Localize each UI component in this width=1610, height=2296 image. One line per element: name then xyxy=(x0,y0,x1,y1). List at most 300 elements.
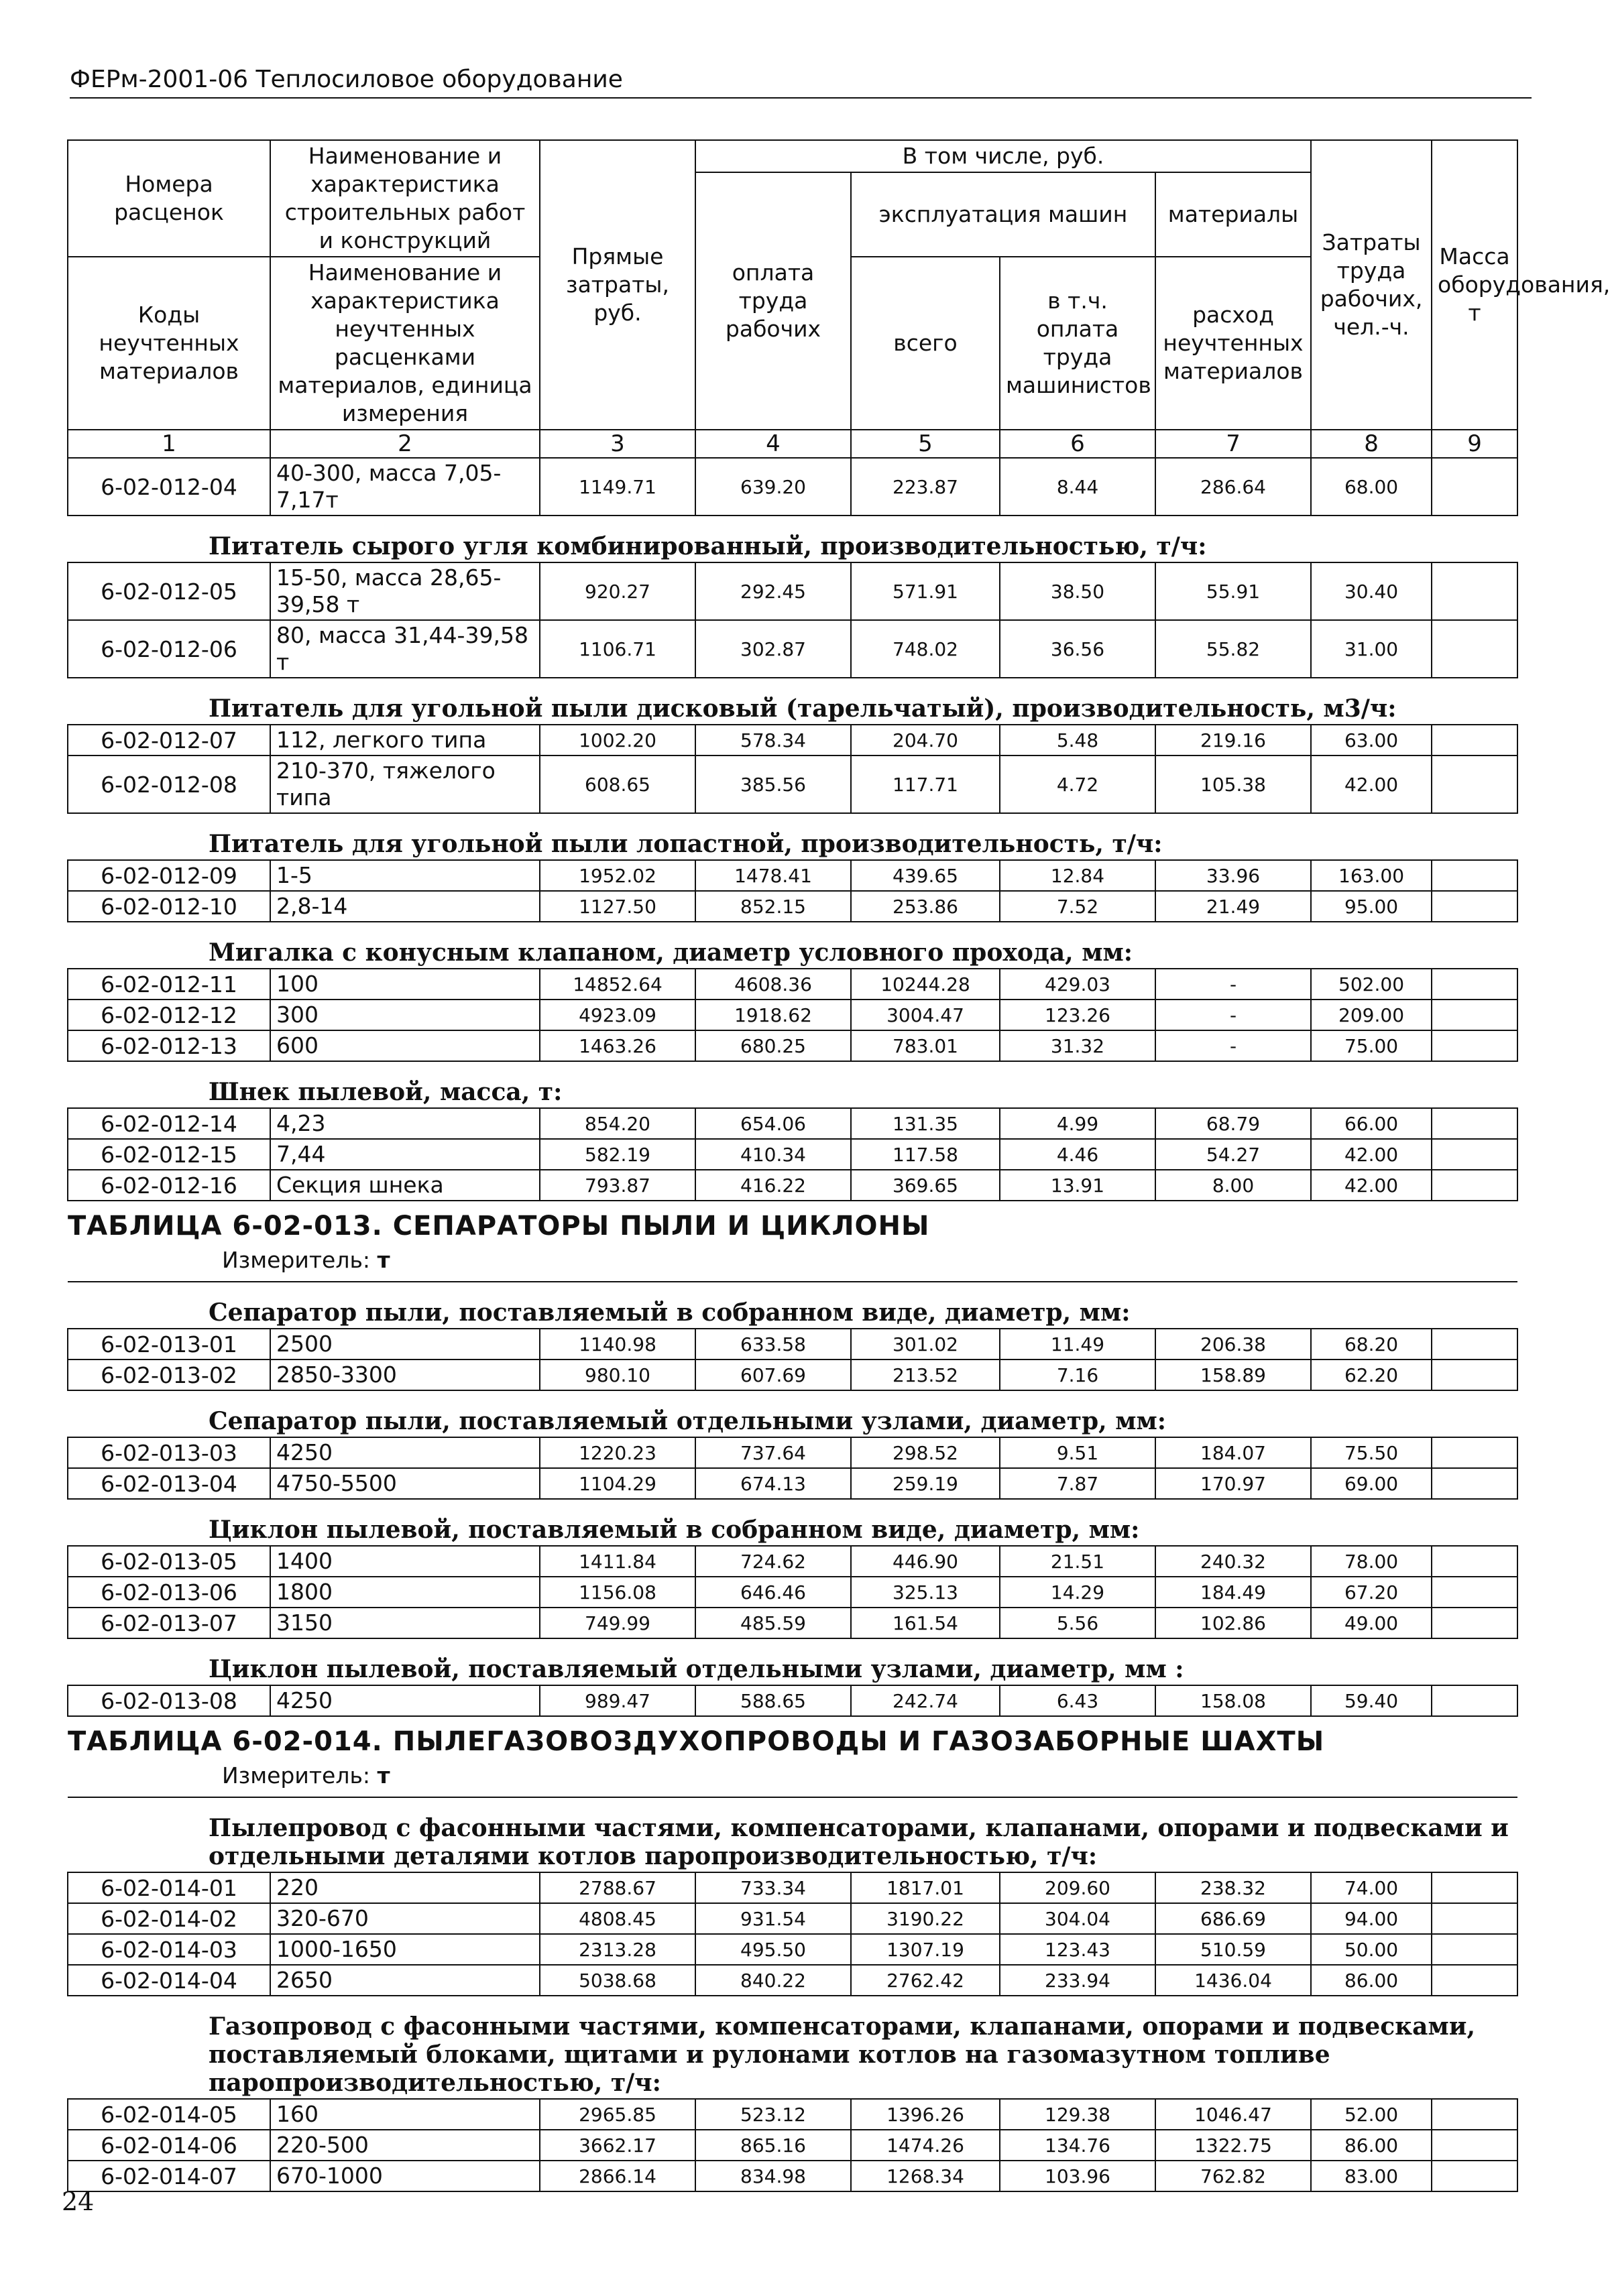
table-row xyxy=(68,1608,1517,1638)
equipment-mass-cell xyxy=(1432,756,1517,813)
machinists-pay-cell: 9.51 xyxy=(1000,1437,1155,1468)
work-name-cell: 1000-1650 xyxy=(270,1934,540,1965)
header-materials-unaccounted: расход неучтенных материалов xyxy=(1155,257,1311,430)
machinists-pay-cell: 129.38 xyxy=(1000,2099,1155,2130)
table-row xyxy=(68,725,1517,756)
materials-cell: 33.96 xyxy=(1155,860,1311,891)
direct-costs-cell: 5038.68 xyxy=(540,1965,695,1996)
machinists-pay-cell: 209.60 xyxy=(1000,1872,1155,1903)
column-number: 5 xyxy=(851,430,1000,458)
rate-code-cell: 6-02-013-02 xyxy=(68,1360,270,1390)
measure-cell xyxy=(68,1760,1517,1797)
table-row xyxy=(68,2099,1517,2130)
labor-pay-cell: 633.58 xyxy=(695,1329,851,1360)
header-including: В том числе, руб. xyxy=(695,140,1311,172)
work-name-cell: 4250 xyxy=(270,1437,540,1468)
direct-costs-cell: 3662.17 xyxy=(540,2130,695,2161)
work-name-cell: 40-300, масса 7,05-7,17т xyxy=(270,458,540,516)
group-heading-row xyxy=(68,1996,1517,2099)
group-heading-row xyxy=(68,678,1517,725)
labor-pay-cell: 852.15 xyxy=(695,891,851,922)
materials-cell: 184.49 xyxy=(1155,1577,1311,1608)
group-heading: Шнек пылевой, масса, т: xyxy=(68,1061,1517,1108)
labor-cost-cell: 59.40 xyxy=(1311,1685,1432,1716)
machines-total-cell: 571.91 xyxy=(851,562,1000,620)
machinists-pay-cell: 7.87 xyxy=(1000,1468,1155,1499)
materials-cell: 1436.04 xyxy=(1155,1965,1311,1996)
machines-total-cell: 325.13 xyxy=(851,1577,1000,1608)
direct-costs-cell: 608.65 xyxy=(540,756,695,813)
machinists-pay-cell: 5.56 xyxy=(1000,1608,1155,1638)
equipment-mass-cell xyxy=(1432,458,1517,516)
materials-cell: 21.49 xyxy=(1155,891,1311,922)
rate-code-cell: 6-02-012-08 xyxy=(68,756,270,813)
equipment-mass-cell xyxy=(1432,1468,1517,1499)
machinists-pay-cell: 123.26 xyxy=(1000,1000,1155,1030)
table-row xyxy=(68,1000,1517,1030)
machines-total-cell: 3004.47 xyxy=(851,1000,1000,1030)
work-name-cell: 112, легкого типа xyxy=(270,725,540,756)
labor-pay-cell: 385.56 xyxy=(695,756,851,813)
equipment-mass-cell xyxy=(1432,969,1517,1000)
materials-cell: 8.00 xyxy=(1155,1170,1311,1201)
direct-costs-cell: 980.10 xyxy=(540,1360,695,1390)
rate-code-cell: 6-02-013-01 xyxy=(68,1329,270,1360)
materials-cell: 219.16 xyxy=(1155,725,1311,756)
header-machines: эксплуатация машин xyxy=(851,172,1155,257)
direct-costs-cell: 1127.50 xyxy=(540,891,695,922)
measure-cell xyxy=(68,1244,1517,1282)
work-name-cell: 320-670 xyxy=(270,1903,540,1934)
labor-pay-cell: 416.22 xyxy=(695,1170,851,1201)
rate-code-cell: 6-02-012-15 xyxy=(68,1139,270,1170)
header-direct-costs: Прямые затраты, руб. xyxy=(540,140,695,430)
direct-costs-cell: 14852.64 xyxy=(540,969,695,1000)
group-heading: Питатель для угольной пыли лопастной, производительность, т/ч: xyxy=(68,813,1517,860)
equipment-mass-cell xyxy=(1432,620,1517,678)
table-row xyxy=(68,562,1517,620)
equipment-mass-cell xyxy=(1432,1965,1517,1996)
labor-pay-cell: 607.69 xyxy=(695,1360,851,1390)
labor-cost-cell: 31.00 xyxy=(1311,620,1432,678)
materials-cell: 158.89 xyxy=(1155,1360,1311,1390)
equipment-mass-cell xyxy=(1432,1108,1517,1139)
machinists-pay-cell: 7.16 xyxy=(1000,1360,1155,1390)
machinists-pay-cell: 11.49 xyxy=(1000,1329,1155,1360)
table-row xyxy=(68,2161,1517,2191)
table-row xyxy=(68,1965,1517,1996)
labor-pay-cell: 834.98 xyxy=(695,2161,851,2191)
machinists-pay-cell: 6.43 xyxy=(1000,1685,1155,1716)
header-code-bottom: Коды неучтенных материалов xyxy=(68,257,270,430)
table-title: ТАБЛИЦА 6-02-014. ПЫЛЕГАЗОВОЗДУХОПРОВОДЫ И ГАЗОЗАБОРНЫЕ ШАХТЫ xyxy=(68,1716,1517,1760)
rate-code-cell: 6-02-013-05 xyxy=(68,1546,270,1577)
rate-code-cell: 6-02-013-04 xyxy=(68,1468,270,1499)
group-heading: Питатель для угольной пыли дисковый (тарельчатый), производительность, м3/ч: xyxy=(68,678,1517,725)
table-row xyxy=(68,1872,1517,1903)
equipment-mass-cell xyxy=(1432,1437,1517,1468)
materials-cell: 686.69 xyxy=(1155,1903,1311,1934)
equipment-mass-cell xyxy=(1432,2099,1517,2130)
machines-total-cell: 223.87 xyxy=(851,458,1000,516)
direct-costs-cell: 582.19 xyxy=(540,1139,695,1170)
materials-cell: 1322.75 xyxy=(1155,2130,1311,2161)
header-code-top: Номера расценок xyxy=(68,140,270,257)
work-name-cell: 2850-3300 xyxy=(270,1360,540,1390)
machines-total-cell: 117.71 xyxy=(851,756,1000,813)
machinists-pay-cell: 21.51 xyxy=(1000,1546,1155,1577)
materials-cell: 54.27 xyxy=(1155,1139,1311,1170)
direct-costs-cell: 793.87 xyxy=(540,1170,695,1201)
group-heading: Питатель сырого угля комбинированный, производительностью, т/ч: xyxy=(68,516,1517,562)
table-row xyxy=(68,1437,1517,1468)
work-name-cell: 80, масса 31,44-39,58 т xyxy=(270,620,540,678)
equipment-mass-cell xyxy=(1432,1934,1517,1965)
work-name-cell: 4750-5500 xyxy=(270,1468,540,1499)
labor-cost-cell: 52.00 xyxy=(1311,2099,1432,2130)
materials-cell: 238.32 xyxy=(1155,1872,1311,1903)
direct-costs-cell: 854.20 xyxy=(540,1108,695,1139)
machinists-pay-cell: 8.44 xyxy=(1000,458,1155,516)
machinists-pay-cell: 4.46 xyxy=(1000,1139,1155,1170)
labor-cost-cell: 62.20 xyxy=(1311,1360,1432,1390)
machines-total-cell: 369.65 xyxy=(851,1170,1000,1201)
materials-cell: 184.07 xyxy=(1155,1437,1311,1468)
column-number: 1 xyxy=(68,430,270,458)
materials-cell: 68.79 xyxy=(1155,1108,1311,1139)
column-number-row xyxy=(68,430,1517,458)
table-row xyxy=(68,1360,1517,1390)
rate-code-cell: 6-02-012-09 xyxy=(68,860,270,891)
machines-total-cell: 253.86 xyxy=(851,891,1000,922)
table-row xyxy=(68,1903,1517,1934)
rate-code-cell: 6-02-012-12 xyxy=(68,1000,270,1030)
direct-costs-cell: 1140.98 xyxy=(540,1329,695,1360)
labor-cost-cell: 78.00 xyxy=(1311,1546,1432,1577)
rate-code-cell: 6-02-012-14 xyxy=(68,1108,270,1139)
work-name-cell: 600 xyxy=(270,1030,540,1061)
materials-cell: 55.82 xyxy=(1155,620,1311,678)
rate-code-cell: 6-02-012-05 xyxy=(68,562,270,620)
rate-code-cell: 6-02-014-06 xyxy=(68,2130,270,2161)
work-name-cell: 1800 xyxy=(270,1577,540,1608)
labor-cost-cell: 94.00 xyxy=(1311,1903,1432,1934)
work-name-cell: 2650 xyxy=(270,1965,540,1996)
measure-row xyxy=(68,1760,1517,1797)
equipment-mass-cell xyxy=(1432,891,1517,922)
group-heading: Сепаратор пыли, поставляемый отдельными узлами, диаметр, мм: xyxy=(68,1390,1517,1437)
labor-cost-cell: 75.50 xyxy=(1311,1437,1432,1468)
equipment-mass-cell xyxy=(1432,1329,1517,1360)
direct-costs-cell: 1411.84 xyxy=(540,1546,695,1577)
labor-cost-cell: 163.00 xyxy=(1311,860,1432,891)
header-equipment-mass: Масса оборудования, т xyxy=(1432,140,1517,430)
direct-costs-cell: 4923.09 xyxy=(540,1000,695,1030)
labor-cost-cell: 66.00 xyxy=(1311,1108,1432,1139)
labor-pay-cell: 646.46 xyxy=(695,1577,851,1608)
machines-total-cell: 439.65 xyxy=(851,860,1000,891)
labor-pay-cell: 588.65 xyxy=(695,1685,851,1716)
rate-code-cell: 6-02-013-03 xyxy=(68,1437,270,1468)
measure-unit: т xyxy=(377,1762,390,1789)
work-name-cell: 160 xyxy=(270,2099,540,2130)
table-row xyxy=(68,1030,1517,1061)
labor-pay-cell: 485.59 xyxy=(695,1608,851,1638)
machinists-pay-cell: 4.72 xyxy=(1000,756,1155,813)
equipment-mass-cell xyxy=(1432,1360,1517,1390)
group-heading-row xyxy=(68,1061,1517,1108)
machines-total-cell: 3190.22 xyxy=(851,1903,1000,1934)
machines-total-cell: 2762.42 xyxy=(851,1965,1000,1996)
machinists-pay-cell: 38.50 xyxy=(1000,562,1155,620)
machinists-pay-cell: 134.76 xyxy=(1000,2130,1155,2161)
machines-total-cell: 161.54 xyxy=(851,1608,1000,1638)
measure-label: Измеритель: xyxy=(222,1247,378,1273)
labor-cost-cell: 74.00 xyxy=(1311,1872,1432,1903)
machines-total-cell: 1474.26 xyxy=(851,2130,1000,2161)
machinists-pay-cell: 36.56 xyxy=(1000,620,1155,678)
rate-code-cell: 6-02-014-04 xyxy=(68,1965,270,1996)
group-heading: Циклон пылевой, поставляемый отдельными узлами, диаметр, мм : xyxy=(68,1638,1517,1685)
header-labor-cost: Затраты труда рабочих, чел.-ч. xyxy=(1311,140,1432,430)
labor-pay-cell: 680.25 xyxy=(695,1030,851,1061)
direct-costs-cell: 2866.14 xyxy=(540,2161,695,2191)
rate-code-cell: 6-02-013-06 xyxy=(68,1577,270,1608)
machines-total-cell: 259.19 xyxy=(851,1468,1000,1499)
header-labor-pay: оплата труда рабочих xyxy=(695,172,851,430)
work-name-cell: 1400 xyxy=(270,1546,540,1577)
materials-cell: - xyxy=(1155,1000,1311,1030)
equipment-mass-cell xyxy=(1432,2130,1517,2161)
materials-cell: 170.97 xyxy=(1155,1468,1311,1499)
machinists-pay-cell: 7.52 xyxy=(1000,891,1155,922)
machines-total-cell: 204.70 xyxy=(851,725,1000,756)
measure-unit: т xyxy=(377,1247,390,1273)
labor-cost-cell: 209.00 xyxy=(1311,1000,1432,1030)
table-title: ТАБЛИЦА 6-02-013. СЕПАРАТОРЫ ПЫЛИ И ЦИКЛОНЫ xyxy=(68,1201,1517,1244)
labor-pay-cell: 733.34 xyxy=(695,1872,851,1903)
price-table xyxy=(67,139,1610,2192)
column-number: 6 xyxy=(1000,430,1155,458)
equipment-mass-cell xyxy=(1432,1577,1517,1608)
table-body xyxy=(68,458,1517,2191)
labor-cost-cell: 502.00 xyxy=(1311,969,1432,1000)
table-row xyxy=(68,620,1517,678)
group-heading: Пылепровод с фасонными частями, компенсаторами, клапанами, опорами и подвесками и отдельными деталями котлов паропроизводительностью, т/ч: xyxy=(68,1797,1517,1872)
rate-code-cell: 6-02-014-03 xyxy=(68,1934,270,1965)
group-heading: Мигалка с конусным клапаном, диаметр условного прохода, мм: xyxy=(68,922,1517,969)
direct-costs-cell: 920.27 xyxy=(540,562,695,620)
work-name-cell: 2500 xyxy=(270,1329,540,1360)
labor-cost-cell: 95.00 xyxy=(1311,891,1432,922)
machines-total-cell: 117.58 xyxy=(851,1139,1000,1170)
table-row xyxy=(68,756,1517,813)
table-row xyxy=(68,969,1517,1000)
equipment-mass-cell xyxy=(1432,1030,1517,1061)
labor-pay-cell: 578.34 xyxy=(695,725,851,756)
table-header xyxy=(68,140,1610,458)
labor-pay-cell: 523.12 xyxy=(695,2099,851,2130)
labor-cost-cell: 68.00 xyxy=(1311,458,1432,516)
column-number: 7 xyxy=(1155,430,1311,458)
direct-costs-cell: 1220.23 xyxy=(540,1437,695,1468)
labor-cost-cell: 42.00 xyxy=(1311,756,1432,813)
page-header: ФЕРм-2001-06 Теплосиловое оборудование xyxy=(70,66,1532,99)
group-heading-row xyxy=(68,813,1517,860)
rate-code-cell: 6-02-012-11 xyxy=(68,969,270,1000)
work-name-cell: 7,44 xyxy=(270,1139,540,1170)
materials-cell: 105.38 xyxy=(1155,756,1311,813)
labor-cost-cell: 30.40 xyxy=(1311,562,1432,620)
labor-pay-cell: 724.62 xyxy=(695,1546,851,1577)
labor-cost-cell: 42.00 xyxy=(1311,1139,1432,1170)
labor-pay-cell: 931.54 xyxy=(695,1903,851,1934)
direct-costs-cell: 1149.71 xyxy=(540,458,695,516)
group-heading-row xyxy=(68,1499,1517,1546)
machinists-pay-cell: 4.99 xyxy=(1000,1108,1155,1139)
direct-costs-cell: 989.47 xyxy=(540,1685,695,1716)
labor-pay-cell: 1478.41 xyxy=(695,860,851,891)
work-name-cell: 220 xyxy=(270,1872,540,1903)
machinists-pay-cell: 13.91 xyxy=(1000,1170,1155,1201)
equipment-mass-cell xyxy=(1432,562,1517,620)
direct-costs-cell: 2313.28 xyxy=(540,1934,695,1965)
labor-pay-cell: 1918.62 xyxy=(695,1000,851,1030)
labor-pay-cell: 495.50 xyxy=(695,1934,851,1965)
machinists-pay-cell: 123.43 xyxy=(1000,1934,1155,1965)
rate-code-cell: 6-02-013-08 xyxy=(68,1685,270,1716)
machinists-pay-cell: 103.96 xyxy=(1000,2161,1155,2191)
labor-pay-cell: 737.64 xyxy=(695,1437,851,1468)
equipment-mass-cell xyxy=(1432,1546,1517,1577)
group-heading-row xyxy=(68,516,1517,562)
group-heading: Циклон пылевой, поставляемый в собранном виде, диаметр, мм: xyxy=(68,1499,1517,1546)
column-number: 2 xyxy=(270,430,540,458)
work-name-cell: 4250 xyxy=(270,1685,540,1716)
labor-pay-cell: 654.06 xyxy=(695,1108,851,1139)
header-name-bottom: Наименование и характеристика неучтенных расценками материалов, единица измерения xyxy=(270,257,540,430)
machines-total-cell: 446.90 xyxy=(851,1546,1000,1577)
direct-costs-cell: 1156.08 xyxy=(540,1577,695,1608)
column-number: 4 xyxy=(695,430,851,458)
group-heading-row xyxy=(68,1797,1517,1872)
equipment-mass-cell xyxy=(1432,2161,1517,2191)
machinists-pay-cell: 429.03 xyxy=(1000,969,1155,1000)
labor-cost-cell: 67.20 xyxy=(1311,1577,1432,1608)
labor-pay-cell: 302.87 xyxy=(695,620,851,678)
table-row xyxy=(68,1329,1517,1360)
group-heading: Газопровод с фасонными частями, компенсаторами, клапанами, опорами и подвесками, поставляемый блоками, щитами и рулонами котлов на газомазутном топливе паропроизводительностью, т/ч: xyxy=(68,1996,1517,2099)
machinists-pay-cell: 5.48 xyxy=(1000,725,1155,756)
header-machinists-pay: в т.ч. оплата труда машинистов xyxy=(1000,257,1155,430)
rate-code-cell: 6-02-012-04 xyxy=(68,458,270,516)
table-row xyxy=(68,1934,1517,1965)
machines-total-cell: 10244.28 xyxy=(851,969,1000,1000)
machinists-pay-cell: 304.04 xyxy=(1000,1903,1155,1934)
labor-pay-cell: 639.20 xyxy=(695,458,851,516)
group-heading: Сепаратор пыли, поставляемый в собранном виде, диаметр, мм: xyxy=(68,1282,1517,1329)
materials-cell: 510.59 xyxy=(1155,1934,1311,1965)
labor-pay-cell: 840.22 xyxy=(695,1965,851,1996)
equipment-mass-cell xyxy=(1432,1608,1517,1638)
labor-cost-cell: 49.00 xyxy=(1311,1608,1432,1638)
labor-pay-cell: 410.34 xyxy=(695,1139,851,1170)
page-number: 24 xyxy=(62,2187,95,2216)
equipment-mass-cell xyxy=(1432,1903,1517,1934)
labor-cost-cell: 42.00 xyxy=(1311,1170,1432,1201)
rate-code-cell: 6-02-013-07 xyxy=(68,1608,270,1638)
machines-total-cell: 1307.19 xyxy=(851,1934,1000,1965)
materials-cell: 240.32 xyxy=(1155,1546,1311,1577)
table-title-row xyxy=(68,1201,1517,1244)
work-name-cell: 3150 xyxy=(270,1608,540,1638)
work-name-cell: 100 xyxy=(270,969,540,1000)
machines-total-cell: 1396.26 xyxy=(851,2099,1000,2130)
labor-pay-cell: 292.45 xyxy=(695,562,851,620)
machinists-pay-cell: 14.29 xyxy=(1000,1577,1155,1608)
measure-label: Измеритель: xyxy=(222,1762,378,1789)
rate-code-cell: 6-02-012-06 xyxy=(68,620,270,678)
equipment-mass-cell xyxy=(1432,1685,1517,1716)
work-name-cell: Секция шнека xyxy=(270,1170,540,1201)
work-name-cell: 670-1000 xyxy=(270,2161,540,2191)
header-materials: материалы xyxy=(1155,172,1311,257)
labor-cost-cell: 86.00 xyxy=(1311,1965,1432,1996)
equipment-mass-cell xyxy=(1432,1170,1517,1201)
table-row xyxy=(68,1170,1517,1201)
rate-code-cell: 6-02-012-10 xyxy=(68,891,270,922)
machines-total-cell: 298.52 xyxy=(851,1437,1000,1468)
labor-cost-cell: 63.00 xyxy=(1311,725,1432,756)
work-name-cell: 1-5 xyxy=(270,860,540,891)
table-row xyxy=(68,1546,1517,1577)
labor-cost-cell: 83.00 xyxy=(1311,2161,1432,2191)
materials-cell: 762.82 xyxy=(1155,2161,1311,2191)
table-row xyxy=(68,458,1517,516)
equipment-mass-cell xyxy=(1432,1139,1517,1170)
rate-code-cell: 6-02-014-05 xyxy=(68,2099,270,2130)
table-row xyxy=(68,1685,1517,1716)
direct-costs-cell: 1106.71 xyxy=(540,620,695,678)
materials-cell: - xyxy=(1155,969,1311,1000)
machinists-pay-cell: 233.94 xyxy=(1000,1965,1155,1996)
rate-code-cell: 6-02-014-07 xyxy=(68,2161,270,2191)
direct-costs-cell: 1952.02 xyxy=(540,860,695,891)
materials-cell: 286.64 xyxy=(1155,458,1311,516)
materials-cell: 206.38 xyxy=(1155,1329,1311,1360)
header-name-top: Наименование и характеристика строительных работ и конструкций xyxy=(270,140,540,257)
table-row xyxy=(68,1139,1517,1170)
equipment-mass-cell xyxy=(1432,1000,1517,1030)
labor-cost-cell: 86.00 xyxy=(1311,2130,1432,2161)
machines-total-cell: 783.01 xyxy=(851,1030,1000,1061)
table-row xyxy=(68,1108,1517,1139)
table-title-row xyxy=(68,1716,1517,1760)
direct-costs-cell: 749.99 xyxy=(540,1608,695,1638)
table-row xyxy=(68,860,1517,891)
machinists-pay-cell: 12.84 xyxy=(1000,860,1155,891)
labor-cost-cell: 68.20 xyxy=(1311,1329,1432,1360)
header-machines-total: всего xyxy=(851,257,1000,430)
table-row xyxy=(68,1468,1517,1499)
direct-costs-cell: 2965.85 xyxy=(540,2099,695,2130)
machines-total-cell: 213.52 xyxy=(851,1360,1000,1390)
labor-pay-cell: 4608.36 xyxy=(695,969,851,1000)
work-name-cell: 300 xyxy=(270,1000,540,1030)
rate-code-cell: 6-02-012-07 xyxy=(68,725,270,756)
table-row xyxy=(68,2130,1517,2161)
machines-total-cell: 748.02 xyxy=(851,620,1000,678)
